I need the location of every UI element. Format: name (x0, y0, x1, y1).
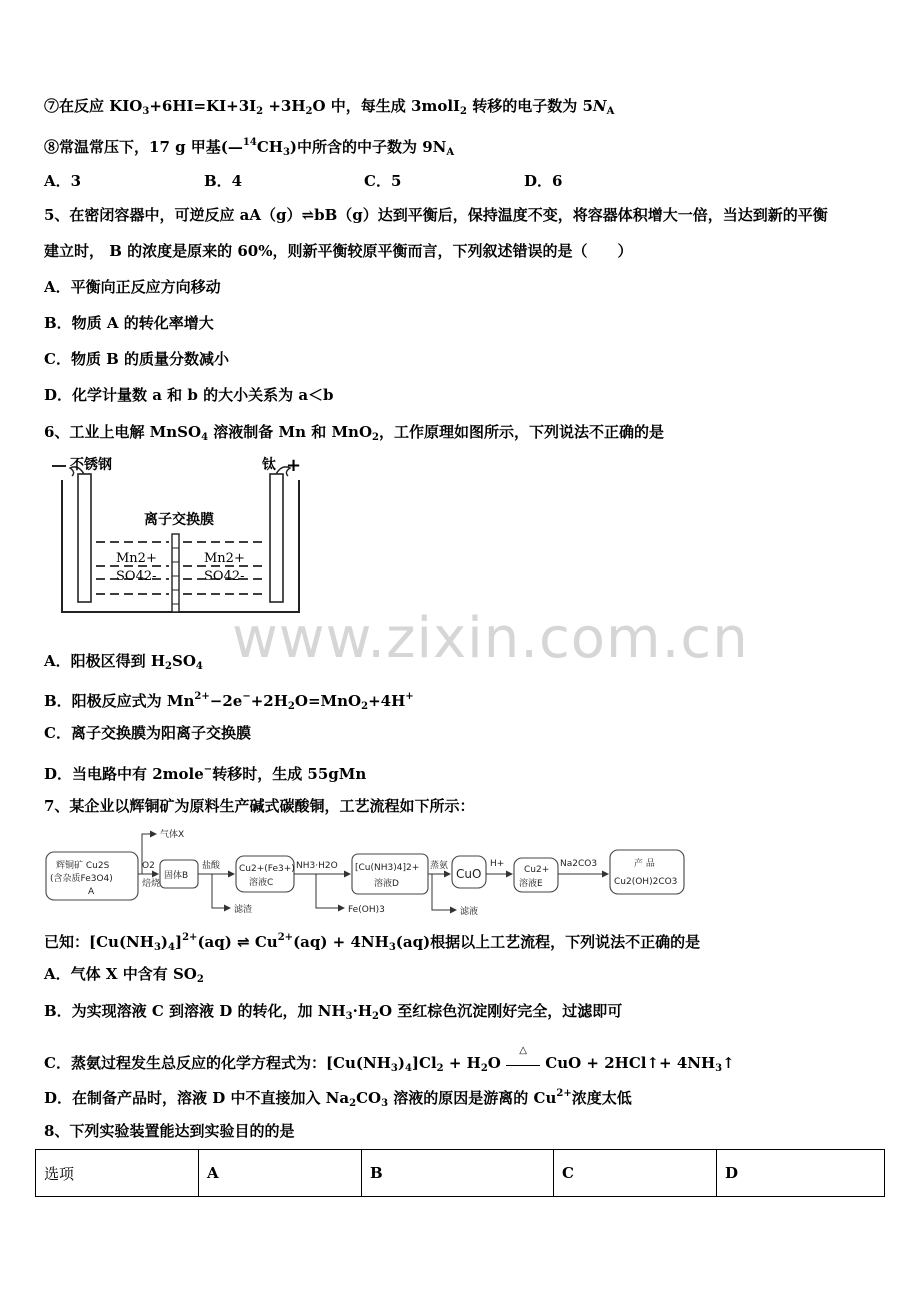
box-e-line2: 溶液E (519, 879, 543, 889)
box-b: 固体B (164, 871, 189, 881)
process-flow-diagram (44, 828, 694, 920)
heat-symbol: △ (519, 1045, 527, 1056)
right-electrode-label: 钛 (262, 457, 276, 473)
box-a-line2: (含杂质Fe3O4) (50, 874, 113, 884)
box-a-line3: A (88, 887, 95, 897)
positive-sign: + (286, 455, 302, 476)
q4-item7: ⑦在反应 $KIO_3+6HI=KI+3I_2 +3H_2O$ 中，每生成 3molI$_2$ 转移的电子数为 $5N_A$ (44, 97, 615, 117)
left-electrode-label: 不锈钢 (70, 457, 112, 473)
residue-label: 滤渣 (234, 905, 253, 915)
box-cuo: CuO (456, 867, 482, 881)
membrane-label: 离子交换膜 (144, 512, 214, 528)
filtrate-label: 滤液 (460, 907, 479, 917)
distill-label: 蒸氨 (430, 861, 449, 871)
table-row (36, 1150, 885, 1197)
box-d-line2: 溶液D (374, 879, 399, 889)
q4-option-c[interactable]: C．5 (364, 172, 402, 190)
gas-x-label: 气体X (160, 830, 185, 840)
q6-option-a[interactable]: A．阳极区得到 $H_2SO_4$ (44, 652, 203, 672)
q7-stem: 7、某企业以辉铜矿为原料生产碱式碳酸铜，工艺流程如下所示： (44, 797, 475, 815)
header-d: D (717, 1150, 885, 1197)
h-plus-label: H+ (490, 859, 505, 869)
left-ion-so4: SO42- (116, 569, 157, 584)
q8-stem: 8、下列实验装置能达到实验目的的是 (44, 1122, 295, 1140)
q4-item8: ⑧常温常压下，17 g 甲基$(—^{14}CH_3)$中所含的中子数为 $9N_A$ (44, 137, 455, 158)
q5-option-c[interactable]: C．物质 B 的质量分数减小 (44, 350, 230, 368)
q7-option-d[interactable]: D．在制备产品时，溶液 D 中不直接加入 $Na_2CO_3$ 溶液的原因是游离的 $Cu^{2+}$浓度太低 (44, 1088, 632, 1109)
q7-option-a[interactable]: A．气体 X 中含有 $SO_2$ (44, 965, 204, 985)
fe-oh3-label: Fe(OH)3 (348, 905, 385, 915)
q5-option-a[interactable]: A．平衡向正反应方向移动 (44, 278, 221, 296)
na2co3-label: Na2CO3 (560, 859, 598, 869)
q7-known: 已知：$[Cu(NH_3)_4]^{2+}(aq)$ ⇌ $Cu^{2+}(aq) + 4NH_3(aq)$根据以上工艺流程，下列说法不正确的是 (44, 932, 701, 953)
q8-table (35, 1149, 885, 1197)
q5-option-b[interactable]: B．物质 A 的转化率增大 (44, 314, 214, 332)
nh3h2o-label: NH3·H2O (296, 861, 338, 871)
product-line1: 产 品 (634, 859, 655, 869)
q4-option-b[interactable]: B．4 (204, 172, 243, 190)
hcl-label: 盐酸 (202, 861, 221, 871)
equilibrium-arrow: ⇌ (237, 933, 250, 951)
right-ion-mn: Mn2+ (204, 551, 245, 566)
q4-option-a[interactable]: A．3 (44, 172, 82, 190)
box-a-line1: 辉铜矿 Cu2S (56, 861, 110, 871)
q7-option-b[interactable]: B．为实现溶液 C 到溶液 D 的转化，加 $NH_3\cdot H_2O$ 至红棕色沉淀刚好完全，过滤即可 (44, 1002, 623, 1022)
q5-option-d[interactable]: D．化学计量数 a 和 b 的大小关系为 a＜b (44, 386, 334, 404)
box-c-line2: 溶液C (249, 878, 274, 888)
header-a: A (199, 1150, 362, 1197)
q6-option-b[interactable]: B．阳极反应式为 $Mn^{2+}-2e^-+2H_2O=MnO_2+4H^+$ (44, 691, 414, 712)
header-c: C (554, 1150, 717, 1197)
box-d-line1: [Cu(NH3)4]2+ (355, 863, 420, 873)
box-c-line1: Cu2+(Fe3+) (239, 864, 295, 874)
electrolysis-diagram (44, 452, 314, 622)
q5-stem-line1: 5、在密闭容器中，可逆反应 aA（g）⇌bB（g）达到平衡后，保持温度不变，将容器体积增大一倍，当达到新的平衡 (44, 206, 828, 224)
q6-stem: 6、工业上电解 MnSO$_4$ 溶液制备 Mn 和 MnO$_2$，工作原理如图所示，下列说法不正确的是 (44, 423, 665, 443)
watermark: www.zixin.com.cn (232, 606, 749, 671)
q6-option-d[interactable]: D．当电路中有 2mole−转移时，生成 55gMn (44, 764, 367, 783)
box-e-line1: Cu2+ (524, 865, 550, 875)
header-b: B (362, 1150, 554, 1197)
calcine-label: 焙烧 (142, 879, 161, 889)
header-option: 选项 (36, 1150, 199, 1197)
q4-option-d[interactable]: D．6 (524, 172, 563, 190)
o2-label: O2 (142, 861, 155, 871)
right-ion-so4: SO42- (204, 569, 245, 584)
q5-stem-line2: 建立时， B 的浓度是原来的 60%，则新平衡较原平衡而言，下列叙述错误的是（ ） (44, 242, 633, 260)
q7-option-c[interactable]: C．蒸氨过程发生总反应的化学方程式为：$[Cu(NH_3)_4]Cl_2 + H_2O$ △ CuO + 2HCl↑+ $4NH_3↑$ (44, 1045, 735, 1074)
q6-option-c[interactable]: C．离子交换膜为阳离子交换膜 (44, 724, 251, 742)
product-line2: Cu2(OH)2CO3 (614, 877, 678, 887)
left-ion-mn: Mn2+ (116, 551, 157, 566)
